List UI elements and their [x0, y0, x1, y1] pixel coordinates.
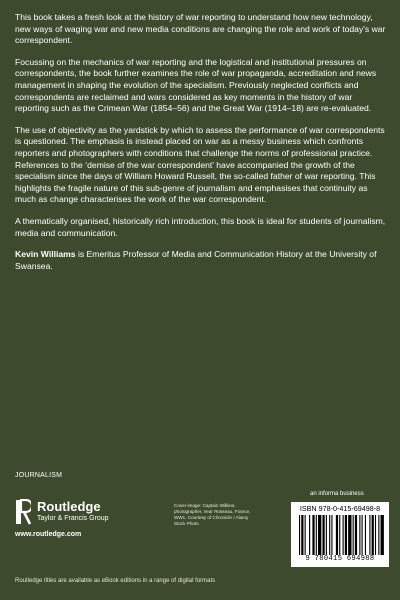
blurb-paragraph: The use of objectivity as the yardstick by which to assess the performance of war correspondents is questioned. The emphasis is instead placed on war as a messy business which confronts reporters and photographers with conditions that challenge the norms of professional practice. References to the ‘demise of the war correspondent’ have accompanied the growth of the specialism since the days of William Howard Russell, the so-called father of war reporting. This highlights the fragile nature of this sub-genre of journalism and emphasises that continuity as much as change characterises the work of the war correspondent. [15, 124, 385, 205]
barcode-bar [305, 515, 306, 555]
isbn-text: ISBN 978-0-415-69498-8 [299, 504, 381, 513]
blurb-paragraph: Focussing on the mechanics of war reporting and the logistical and institutional pressures on correspondents, the book further examines the role of war propaganda, accreditation and news management in shaping the evolution of the specialism. Previously neglected conflicts and correspondents are reclaimed and wars considered as key moments in the history of war reporting such as the Crimean War (1854–56) and the Great War (1914–18) are re-evaluated. [15, 56, 377, 114]
barcode-bar [329, 515, 330, 555]
barcode-bar [312, 515, 314, 555]
informa-label: an informa business [310, 491, 364, 497]
cover-image-credit: Cover image: Captain Wilkins, photographer, near Rosseau, France, WW1. Courtesy of Chronicle / Alamy Stock Photo [174, 503, 251, 526]
barcode-bar [343, 515, 344, 555]
barcode-bar [369, 515, 370, 555]
barcode-bar [299, 515, 300, 555]
ebook-note: Routledge titles are available as eBook editions in a range of digital formats [15, 578, 216, 584]
publisher-logo [15, 499, 165, 539]
barcode-bar [365, 515, 366, 555]
blurb-paragraph: This book takes a fresh look at the history of war reporting to understand how new technology, new ways of waging war and new media conditions are changing the role and work of today's war correspondent. [15, 12, 386, 46]
author-bio-text: is Emeritus Professor of Media and Communication History at the University of Swansea. [15, 249, 377, 271]
subject-label: JOURNALISM [15, 472, 63, 479]
isbn-barcode [291, 502, 389, 567]
barcode-bar [331, 515, 332, 555]
barcode-number: 9 780415 694988 [305, 555, 375, 563]
author-name: Kevin Williams [15, 249, 76, 260]
barcode-bar [375, 515, 376, 555]
barcode-bar [378, 515, 379, 555]
barcode-bar [326, 515, 327, 555]
barcode-bar [362, 515, 363, 555]
barcode-bars [299, 515, 385, 555]
barcode-bar [359, 515, 360, 555]
publisher-name-block [37, 500, 109, 523]
publisher-brand: Routledge [37, 499, 101, 514]
barcode-bar [339, 515, 340, 555]
publisher-group: Taylor & Francis Group [37, 515, 109, 522]
barcode-bar [353, 515, 354, 555]
barcode-bar [318, 515, 321, 555]
barcode-bar [322, 515, 324, 555]
barcode-bar [345, 515, 347, 555]
publisher-url: www.routledge.com [15, 531, 82, 538]
blurb-paragraph: A thematically organised, historically rich introduction, this book is ideal for students of journalism, media and communication. [15, 215, 386, 238]
barcode-bar [355, 515, 357, 555]
barcode-bar [348, 515, 351, 555]
barcode-bar [309, 515, 310, 555]
barcode-bar [381, 515, 384, 555]
back-cover-blurb [15, 12, 387, 282]
barcode-bar [372, 515, 374, 555]
barcode-bar [316, 515, 317, 555]
routledge-logo-icon [15, 499, 31, 525]
barcode-bar [301, 515, 303, 555]
barcode-bar [336, 515, 338, 555]
author-bio [15, 249, 387, 272]
